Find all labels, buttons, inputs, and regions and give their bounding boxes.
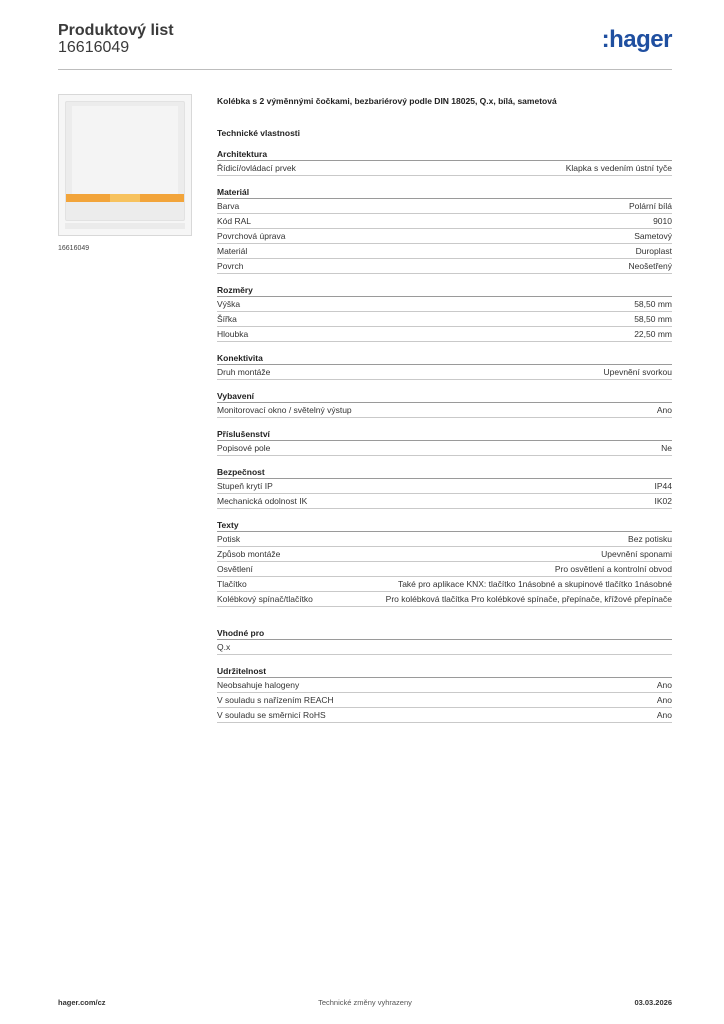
section-heading: Vhodné pro (217, 627, 672, 640)
spec-value: Ano (656, 680, 672, 690)
spec-label: Potisk (217, 534, 241, 544)
spec-value: IK02 (654, 496, 672, 506)
spec-row (217, 403, 672, 418)
spec-label: Druh montáže (217, 367, 271, 377)
spec-content (217, 96, 672, 723)
document-title: Produktový list (58, 22, 174, 39)
spec-section (217, 186, 672, 274)
spec-row (217, 441, 672, 456)
spec-row (217, 494, 672, 509)
spec-label: Kód RAL (217, 216, 252, 226)
spec-row (217, 532, 672, 547)
spec-label: V souladu se směrnicí RoHS (217, 710, 326, 720)
spec-row (217, 199, 672, 214)
spec-value: 58,50 mm (634, 314, 672, 324)
spec-row (217, 592, 672, 607)
section-spacer (217, 607, 672, 617)
section-heading: Architektura (217, 148, 672, 161)
spec-row (217, 547, 672, 562)
spec-label: Tlačítko (217, 579, 247, 589)
spec-value: 9010 (653, 216, 672, 226)
page-header (58, 20, 672, 70)
spec-label: Monitorovací okno / světelný výstup (217, 405, 352, 415)
spec-row (217, 640, 672, 655)
spec-section (217, 519, 672, 607)
spec-row (217, 365, 672, 380)
spec-value: Ano (656, 405, 672, 415)
spec-label: V souladu s nařízením REACH (217, 695, 334, 705)
spec-row (217, 678, 672, 693)
spec-label: Povrchová úprava (217, 231, 286, 241)
spec-row (217, 214, 672, 229)
rocker-switch-illustration (65, 101, 185, 221)
spec-value: Duroplast (635, 246, 672, 256)
footer-date: 03.03.2026 (634, 998, 672, 1007)
section-heading: Texty (217, 519, 672, 532)
spec-row (217, 244, 672, 259)
spec-value: Pro kolébková tlačítka Pro kolébkové spínače, přepínače, křížové přepínače (385, 594, 672, 604)
spec-value: Ano (656, 710, 672, 720)
spec-row (217, 708, 672, 723)
section-heading: Vybavení (217, 390, 672, 403)
spec-row (217, 259, 672, 274)
header-divider (58, 69, 672, 70)
spec-value: 58,50 mm (634, 299, 672, 309)
spec-row (217, 161, 672, 176)
section-heading: Udržitelnost (217, 665, 672, 678)
led-lens-highlight (110, 194, 140, 202)
spec-value: Ne (661, 443, 672, 453)
technical-properties-title: Technické vlastnosti (217, 128, 300, 138)
spec-label: Barva (217, 201, 240, 211)
spec-label: Stupeň krytí IP (217, 481, 273, 491)
spec-row (217, 229, 672, 244)
product-name: Kolébka s 2 výměnnými čočkami, bezbariérový podle DIN 18025, Q.x, bílá, sametová (217, 96, 557, 106)
spec-label: Neobsahuje halogeny (217, 680, 300, 690)
spec-row (217, 327, 672, 342)
spec-label: Šířka (217, 314, 237, 324)
spec-section (217, 148, 672, 176)
rocker-face (72, 106, 178, 200)
image-caption: 16616049 (58, 245, 90, 252)
spec-label: Q.x (217, 642, 231, 652)
section-heading: Konektivita (217, 352, 672, 365)
spec-label: Způsob montáže (217, 549, 281, 559)
spec-label: Mechanická odolnost IK (217, 496, 308, 506)
spec-section (217, 284, 672, 342)
spec-label: Popisové pole (217, 443, 271, 453)
spec-value: Upevnění sponami (601, 549, 672, 559)
spec-row (217, 577, 672, 592)
spec-sections (217, 148, 672, 723)
spec-value: Klapka s vedením ústní tyče (565, 163, 672, 173)
rocker-base (65, 223, 185, 229)
spec-value: Ano (656, 695, 672, 705)
spec-value: Upevnění svorkou (603, 367, 672, 377)
spec-value: 22,50 mm (634, 329, 672, 339)
spec-section (217, 390, 672, 418)
section-heading: Příslušenství (217, 428, 672, 441)
page-footer (58, 998, 672, 1010)
spec-section (217, 352, 672, 380)
spec-value: Pro osvětlení a kontrolní obvod (554, 564, 672, 574)
hager-logo: :hager (601, 26, 672, 53)
section-heading: Bezpečnost (217, 466, 672, 479)
product-image (58, 94, 192, 236)
spec-row (217, 562, 672, 577)
spec-value: Také pro aplikace KNX: tlačítko 1násobné a skupinové tlačítko 1násobné (397, 579, 672, 589)
spec-label: Kolébkový spínač/tlačítko (217, 594, 313, 604)
spec-row (217, 479, 672, 494)
spec-section (217, 665, 672, 723)
spec-label: Hloubka (217, 329, 249, 339)
section-heading: Materiál (217, 186, 672, 199)
spec-value: Bez potisku (628, 534, 672, 544)
spec-value: Sametový (634, 231, 672, 241)
spec-label: Výška (217, 299, 241, 309)
spec-row (217, 693, 672, 708)
spec-row (217, 312, 672, 327)
spec-value: Neošetřený (628, 261, 672, 271)
spec-section (217, 627, 672, 655)
document-number: 16616049 (58, 39, 130, 56)
spec-section (217, 428, 672, 456)
spec-value: IP44 (654, 481, 672, 491)
spec-label: Osvětlení (217, 564, 253, 574)
spec-row (217, 297, 672, 312)
section-heading: Rozměry (217, 284, 672, 297)
spec-label: Povrch (217, 261, 244, 271)
spec-label: Materiál (217, 246, 248, 256)
spec-value: Polární bílá (629, 201, 672, 211)
spec-section (217, 466, 672, 509)
footer-website: hager.com/cz (58, 998, 106, 1007)
footer-disclaimer: Technické změny vyhrazeny (318, 998, 412, 1007)
spec-label: Řídicí/ovládací prvek (217, 163, 296, 173)
